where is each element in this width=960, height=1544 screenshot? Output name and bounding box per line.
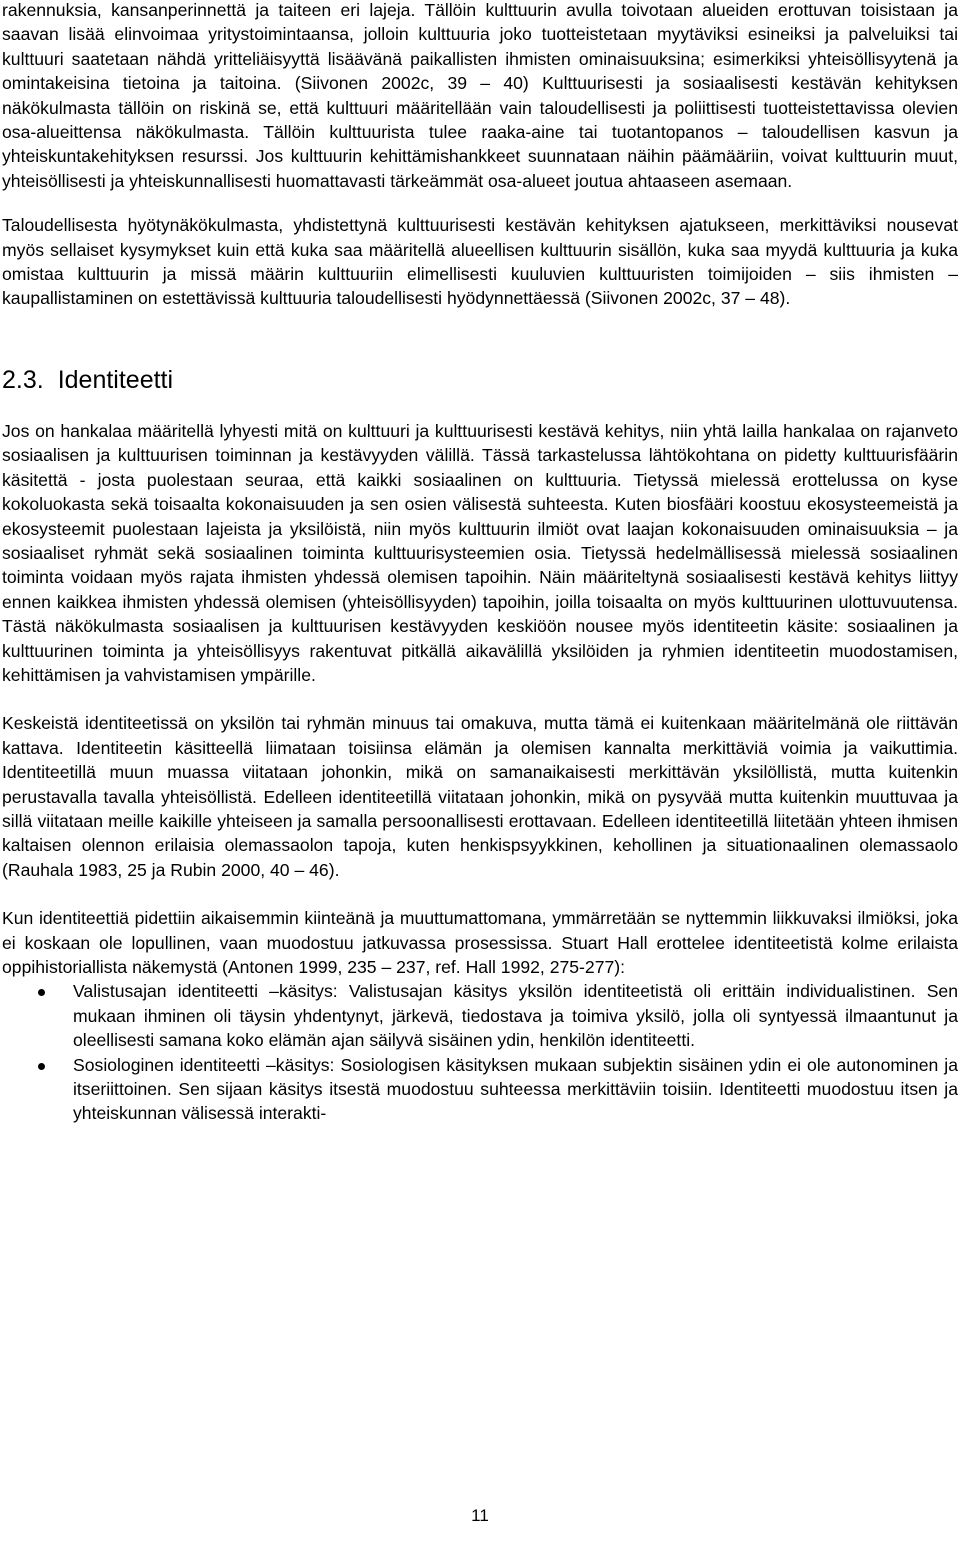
section-number: 2.3. [2, 365, 44, 394]
document-page [2, 0, 958, 1126]
section-heading [2, 365, 958, 395]
paragraph-3: Jos on hankalaa määritellä lyhyesti mitä on kulttuuri ja kulttuurisesti kestävä kehitys, niin yhtä lailla hankalaa on rajanveto sosiaalisen ja kulttuurisen toiminnan ja kestävyyden välillä. Tässä tarkastelussa lähtökohtana on pidetty kulttuurisfäärin käsitettä - josta puolestaan seuraa, että kaikki sosiaalinen on kulttuuria. Tietyssä mielessä erottelussa on kyse kokoluokasta sekä toisaalta kokonaisuuden ja sen osien välisestä suhteesta. Kuten biosfääri koostuu ekosysteemeistä ja ekosysteemit puolestaan lajeista ja yksilöistä, niin myös kulttuurin ilmiöt ovat laajan kokonaisuuden ominaisuuksia – ja sosiaaliset ryhmät sekä sosiaalinen toiminta kulttuurisysteemien osia. Tietyssä hedelmällisessä mielessä sosiaalinen toiminta voidaan myös rajata ihmisten yhdessä olemisen tapoihin. Näin määriteltynä sosiaalisesti kestävä kehitys liittyy ennen kaikkea ihmisten yhdessä olemisen (yhteisöllisyyden) tapoihin, joilla toisaalta on myös kulttuurinen ulottuvuutensa. Tästä näkökulmasta sosiaalisen ja kulttuurisen kestävyyden keskiöön nousee myös identiteetin käsite: sosiaalinen ja kulttuurinen toiminta ja yhteisöllisyys rakentuvat pitkällä aikavälillä yksilöiden ja ryhmien identiteetin muodostamisen, kehittämisen ja vahvistamisen ympärille. [2, 420, 958, 685]
paragraph-5: Kun identiteettiä pidettiin aikaisemmin kiinteänä ja muuttumattomana, ymmärretään se nyttemmin liikkuvaksi ilmiöksi, joka ei koskaan ole lopullinen, vaan muodostuu jatkuvassa prosessissa. Stuart Hall erottelee identiteetistä kolme erilaista oppihistoriallista näkemystä (Antonen 1999, 235 – 237, ref. Hall 1992, 275-277): [2, 908, 958, 977]
list-item-text: Sosiologinen identiteetti –käsitys: Sosiologisen käsityksen mukaan subjektin sisäinen ydin ei ole autonominen ja itseriittoinen. Sen sijaan käsitys itsestä muodostuu suhteessa merkittäviin toisiin. Identiteetti muodostuu itsen ja yhteiskunnan välisessä interakti- [73, 1054, 958, 1124]
page-number: 11 [471, 1506, 489, 1525]
list-item [2, 979, 958, 1052]
bullet-dot-icon [38, 989, 45, 996]
paragraph-1: rakennuksia, kansanperinnettä ja taiteen eri lajeja. Tällöin kulttuurin avulla toivotaan alueiden erottuvan toisistaan ja saavan lisää elinvoimaa yritystoimintaansa, jolloin kulttuuria joko tuotteistetaan myytäviksi esineiksi ja palveluiksi tai kulttuuri saatetaan nähdä yritteliäisyyttä lisäävänä paikallisten ihmisten ominaisuuksina; esimerkiksi yhteisöllisyytenä ja omintakeisina tietoina ja taitoina. (Siivonen 2002c, 39 – 40) Kulttuurisesti ja sosiaalisesti kestävän kehityksen näkökulmasta tällöin on riskinä se, että kulttuuri määritellään vain taloudellisesti ja poliittisesti tuotteistettavissa olevien osa-alueittensa näkökulmasta. Tällöin kulttuurista tulee raaka-aine tai tuotantopanos – taloudellisen kasvun ja yhteiskuntakehityksen resurssi. Jos kulttuurin kehittämishankkeet suunnataan näihin päämääriin, voivat kulttuurin muut, yhteisöllisesti ja yhteiskunnallisesti huomattavasti tärkeämmät osa-alueet joutua ahtaaseen asemaan. [2, 0, 958, 191]
list-item [2, 1053, 958, 1126]
bullet-list [2, 979, 958, 1125]
list-item-text: Valistusajan identiteetti –käsitys: Valistusajan käsitys yksilön identiteetistä oli erittäin individualistinen. Sen mukaan ihminen oli täysin yhdentynyt, järkevä, tiedostava ja toimiva yksilö, jolla oli syntyessä ilmaantunut ja oleellisesti samana koko elämän ajan säilyvä sisäinen ydin, henkilön identiteetti. [73, 981, 958, 1051]
paragraph-4: Keskeistä identiteetissä on yksilön tai ryhmän minuus tai omakuva, mutta tämä ei kuitenkaan määritelmänä ole riittävän kattava. Identiteetin käsitteellä liimataan toisiinsa elämän ja olemisen kannalta merkittäviä voimia ja vaikuttimia. Identiteetillä muun muassa viitataan johonkin, mikä on samanaikaisesti merkittävän yksilöllistä, mutta kuitenkin perustavalla tavalla yhteisöllistä. Edelleen identiteetillä viitataan johonkin, mikä on pysyvää mutta kuitenkin muuttuvaa ja sillä viitataan meille kaikille yhteiseen ja samalla persoonallisesti erottavaan. Edelleen identiteetillä liitetään yhteen ihmisen kaltaisen olennon erilaisia olemassaolon tapoja, kuten henkispsyykkinen, kehollinen ja situationaalinen olemassaolo (Rauhala 1983, 25 ja Rubin 2000, 40 – 46). [2, 713, 958, 880]
paragraph-2: Taloudellisesta hyötynäkökulmasta, yhdistettynä kulttuurisesti kestävän kehityksen ajatukseen, merkittäviksi nousevat myös sellaiset kysymykset kuin että kuka saa määritellä alueellisen kulttuurin sisällön, kuka saa myydä kulttuuria ja kuka omistaa kulttuurin ja missä määrin kulttuuriin elimellisesti kuuluvien kulttuuristen toimijoiden – siis ihmisten – kaupallistaminen on estettävissä kulttuuria taloudellisesti hyödynnettäessä (Siivonen 2002c, 37 – 48). [2, 215, 958, 309]
section-title: Identiteetti [57, 365, 174, 394]
bullet-dot-icon [38, 1063, 45, 1070]
